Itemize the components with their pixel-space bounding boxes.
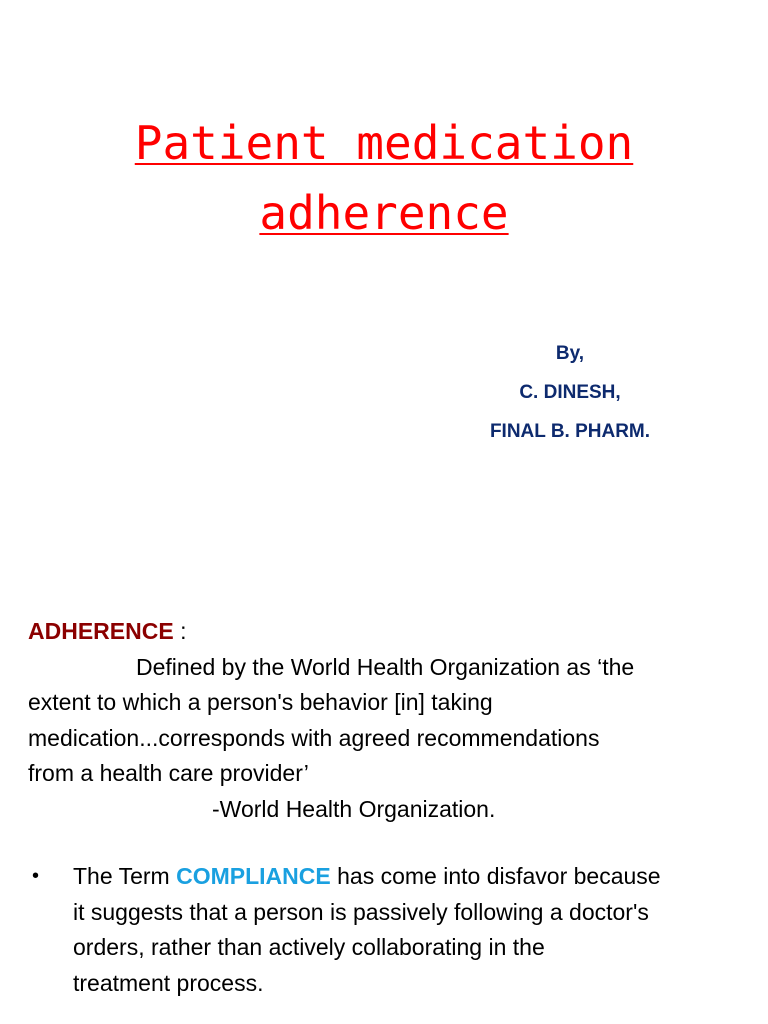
bullet-line-4: treatment process.	[73, 969, 264, 996]
bullet-line-1	[73, 859, 754, 895]
definition-block	[28, 614, 748, 827]
bullet-list	[30, 859, 754, 1001]
bullet-line-2: it suggests that a person is passively following a doctor's	[73, 898, 649, 925]
definition-heading	[28, 614, 748, 650]
definition-line: medication...corresponds with agreed recommendations	[28, 724, 600, 751]
bullet-text: has come into disfavor because	[330, 863, 661, 889]
term-adherence: ADHERENCE	[28, 618, 174, 644]
definition-line: Defined by the World Health Organization as ‘the	[136, 653, 635, 680]
list-item	[30, 859, 754, 1001]
byline-by: By,	[555, 343, 585, 364]
definition-slide	[0, 512, 768, 1024]
definition-attribution: -World Health Organization.	[212, 795, 496, 822]
title-line-1: Patient medication	[134, 116, 634, 170]
byline-author: C. DINESH,	[519, 382, 621, 403]
bullet-line-3: orders, rather than actively collaborating in the	[73, 934, 545, 960]
slide-title	[0, 108, 768, 248]
term-suffix: :	[173, 618, 187, 644]
bullet-icon: •	[32, 865, 40, 887]
definition-line: extent to which a person's behavior [in] taking	[28, 689, 493, 715]
definition-line: from a health care provider’	[28, 760, 309, 786]
byline	[440, 334, 700, 451]
bullet-prefix: The Term	[73, 863, 177, 889]
term-compliance: COMPLIANCE	[176, 863, 331, 889]
title-line-2: adherence	[259, 186, 509, 240]
byline-course: FINAL B. PHARM.	[489, 421, 651, 442]
